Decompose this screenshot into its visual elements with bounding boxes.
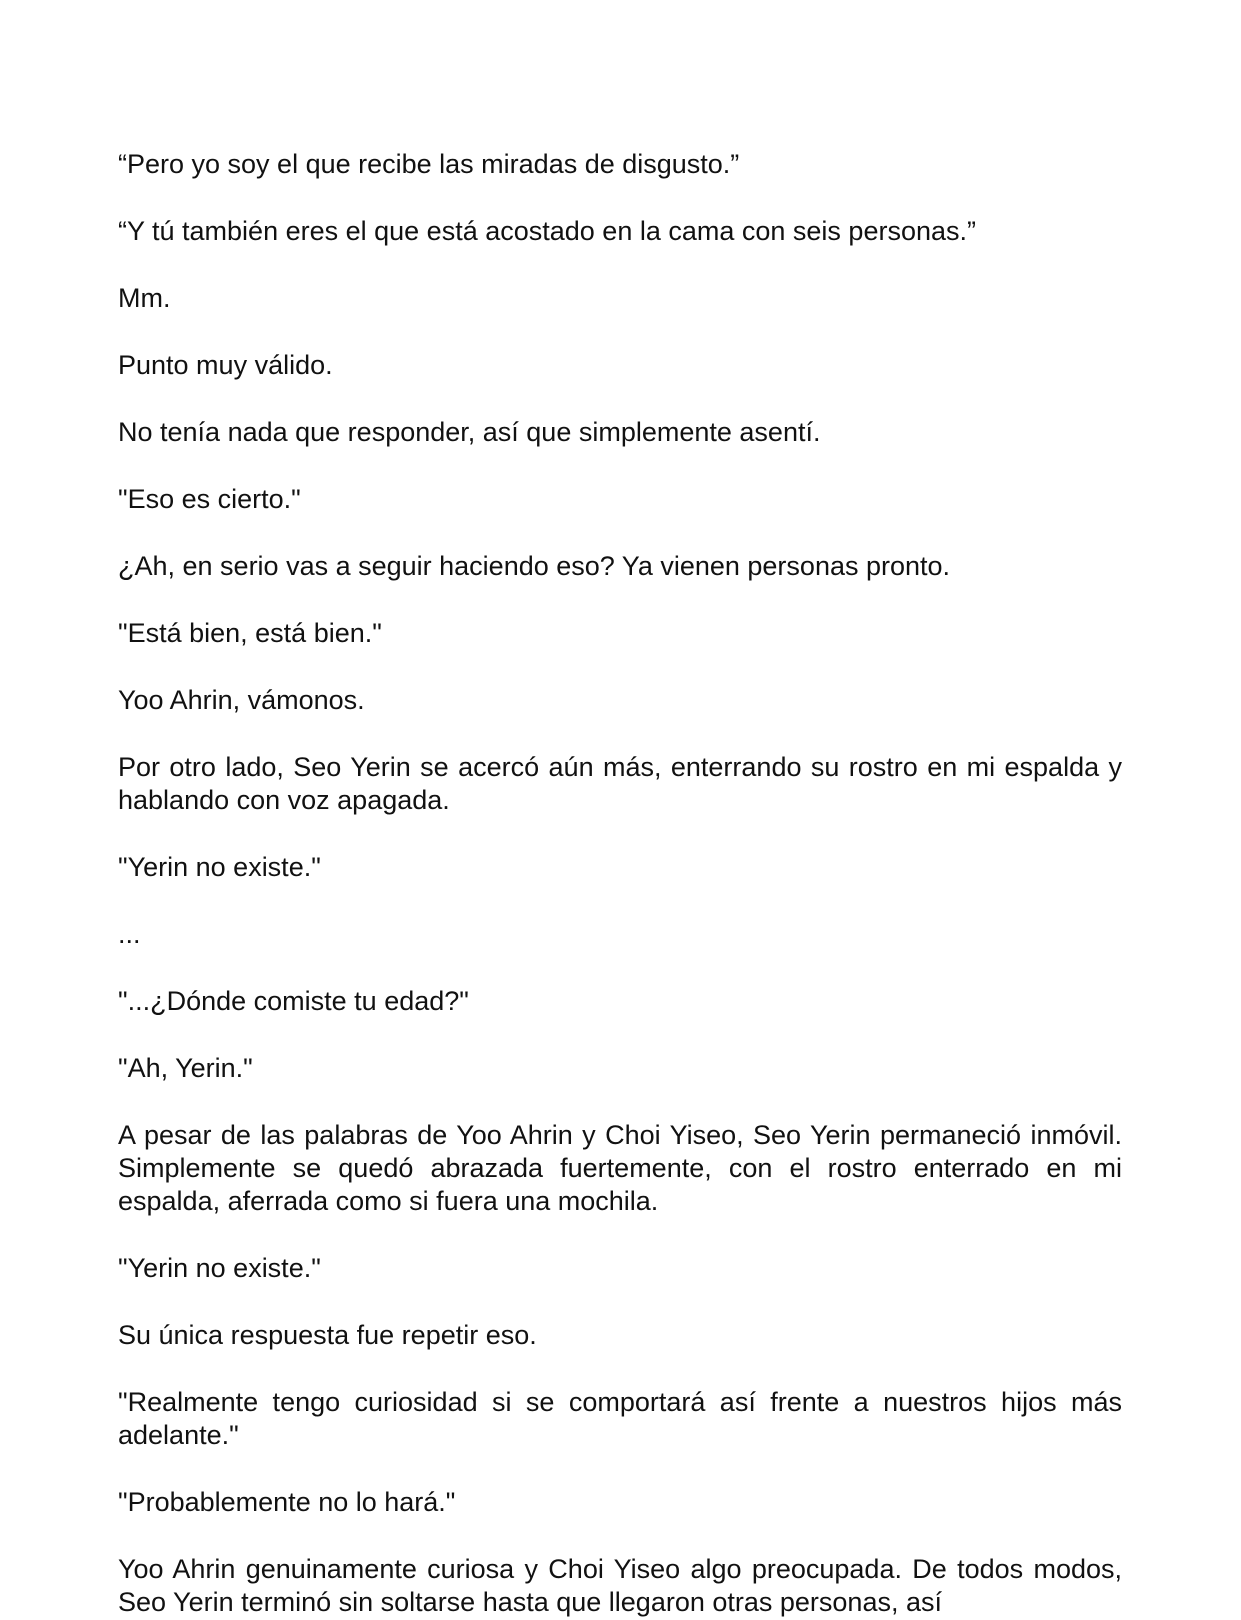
paragraph: Yoo Ahrin, vámonos. — [118, 685, 365, 715]
paragraph: "Yerin no existe." — [118, 1253, 321, 1283]
body-text — [118, 148, 1122, 1620]
paragraph: "...¿Dónde comiste tu edad?" — [118, 986, 469, 1016]
paragraph: Yoo Ahrin genuinamente curiosa y Choi Yiseo algo preocupada. De todos modos, Seo Yerin terminó sin soltarse hasta que llegaron otras personas, así — [118, 1554, 1122, 1617]
paragraph: Su única respuesta fue repetir eso. — [118, 1320, 537, 1350]
paragraph: ¿Ah, en serio vas a seguir haciendo eso? Ya vienen personas pronto. — [118, 551, 951, 581]
paragraph: “Y tú también eres el que está acostado en la cama con seis personas.” — [118, 216, 976, 246]
paragraph: No tenía nada que responder, así que simplemente asentí. — [118, 417, 821, 447]
paragraph: A pesar de las palabras de Yoo Ahrin y Choi Yiseo, Seo Yerin permaneció inmóvil. Simplemente se quedó abrazada fuertemente, con el rostro enterrado en mi espalda, aferrada como si fuera una mochila. — [118, 1120, 1122, 1216]
paragraph: ... — [118, 919, 141, 949]
paragraph: "Yerin no existe." — [118, 852, 321, 882]
paragraph: Mm. — [118, 283, 171, 313]
paragraph: Punto muy válido. — [118, 350, 333, 380]
paragraph: "Está bien, está bien." — [118, 618, 382, 648]
paragraph: “Pero yo soy el que recibe las miradas de disgusto.” — [118, 149, 740, 179]
paragraph: "Realmente tengo curiosidad si se comportará así frente a nuestros hijos más adelante." — [118, 1387, 1122, 1450]
paragraph: "Eso es cierto." — [118, 484, 301, 514]
paragraph: "Ah, Yerin." — [118, 1053, 253, 1083]
paragraph: "Probablemente no lo hará." — [118, 1487, 456, 1517]
paragraph: Por otro lado, Seo Yerin se acercó aún más, enterrando su rostro en mi espalda y hablando con voz apagada. — [118, 752, 1122, 815]
